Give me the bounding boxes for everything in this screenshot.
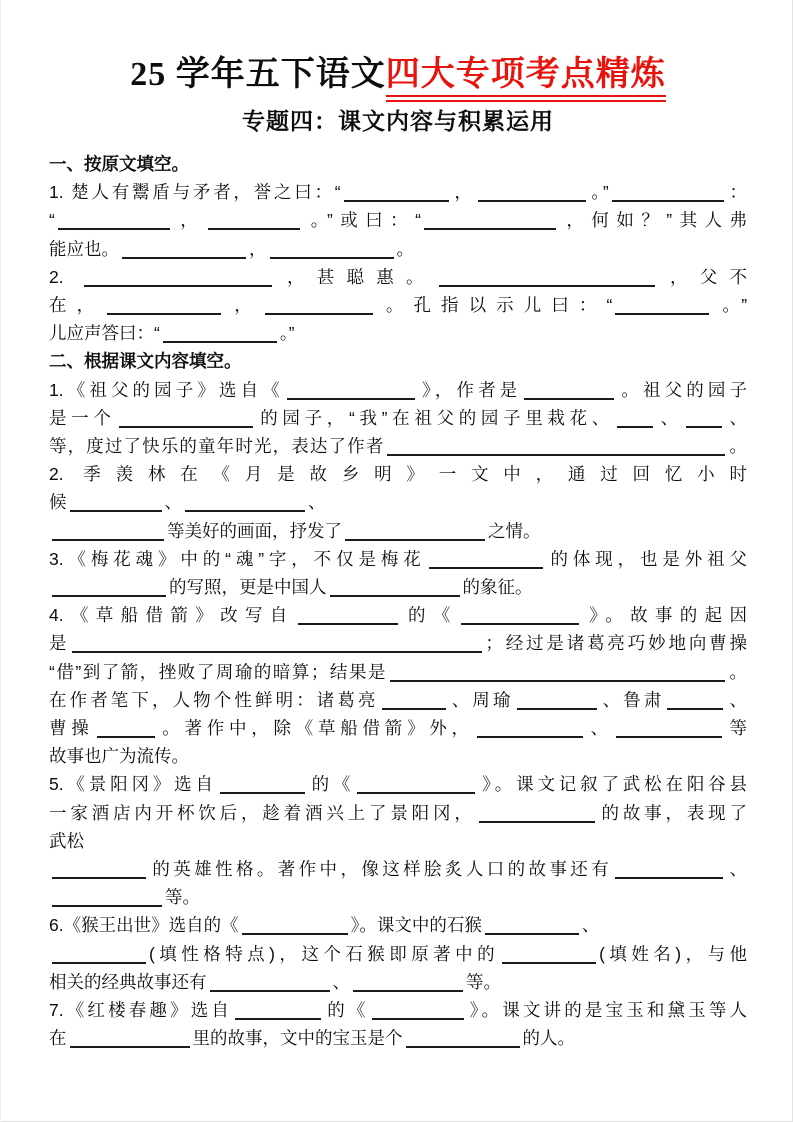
fill-blank bbox=[390, 665, 725, 682]
fill-blank bbox=[52, 524, 164, 541]
section-heading: 二、根据课文内容填空。 bbox=[49, 351, 242, 372]
line-text: 曹操 bbox=[49, 718, 94, 739]
line-text: 。”或曰：“ bbox=[303, 210, 421, 231]
line-text: 》。课文记叙了武松在阳谷县 bbox=[478, 774, 748, 795]
worksheet-line bbox=[49, 545, 747, 573]
line-text: “借”到了箭，挫败了周瑜的暗算；结果是 bbox=[49, 661, 387, 682]
worksheet-line bbox=[49, 686, 747, 714]
fill-blank bbox=[185, 496, 305, 513]
fill-blank bbox=[429, 552, 543, 569]
fill-blank bbox=[330, 580, 460, 597]
line-text: 。孔指以示儿曰：“ bbox=[375, 295, 613, 316]
fill-blank bbox=[122, 242, 246, 259]
fill-blank bbox=[52, 947, 146, 964]
fill-blank bbox=[344, 185, 449, 202]
fill-blank bbox=[387, 439, 725, 456]
fill-blank bbox=[615, 862, 723, 879]
line-text: 》。故事的起因 bbox=[581, 605, 747, 626]
line-text: 。” bbox=[712, 295, 748, 316]
line-text: 。著作中，除《草船借箭》外， bbox=[157, 718, 474, 739]
line-text: 、鲁肃 bbox=[599, 689, 665, 710]
worksheet-line bbox=[49, 968, 747, 996]
line-text: ， bbox=[249, 238, 267, 259]
fill-blank bbox=[524, 383, 614, 400]
line-text: 。 bbox=[728, 436, 748, 457]
line-text: 》。课文中的石猴 bbox=[350, 915, 482, 936]
fill-blank bbox=[265, 298, 373, 315]
line-text: ： bbox=[726, 182, 748, 203]
line-text: 》，作者是 bbox=[417, 379, 522, 400]
fill-blank bbox=[97, 721, 155, 738]
line-text: ；经过是诸葛亮巧妙地向曹操 bbox=[485, 633, 748, 654]
worksheet-line bbox=[49, 573, 747, 601]
fill-blank bbox=[612, 185, 724, 202]
fill-blank bbox=[615, 298, 709, 315]
fill-blank bbox=[107, 298, 221, 315]
fill-blank bbox=[479, 806, 595, 823]
fill-blank bbox=[406, 1031, 520, 1048]
line-text: ，甚聪惠。 bbox=[274, 266, 436, 287]
fill-blank bbox=[119, 411, 253, 428]
line-text: 》。课文讲的是宝玉和黛玉等人 bbox=[466, 1000, 747, 1021]
fill-blank bbox=[70, 496, 162, 513]
line-text: 的体现，也是外祖父 bbox=[545, 548, 748, 569]
line-text: 、 bbox=[724, 407, 748, 428]
fill-blank bbox=[617, 411, 653, 428]
line-text: 、 bbox=[332, 971, 350, 992]
line-text: 一家酒店内开杯饮后，趁着酒兴上了景阳冈， bbox=[49, 802, 476, 823]
worksheet-line bbox=[49, 770, 747, 798]
fill-blank bbox=[70, 1031, 190, 1048]
line-text: 。” bbox=[588, 182, 609, 203]
line-text: 里的故事，文中的宝玉是个 bbox=[192, 1028, 403, 1049]
fill-blank bbox=[235, 1003, 321, 1020]
worksheet-line bbox=[49, 263, 747, 291]
fill-blank bbox=[52, 580, 166, 597]
line-text: ，何如？”其人弗 bbox=[558, 210, 748, 231]
line-text: 在， bbox=[49, 295, 105, 316]
worksheet-line bbox=[49, 827, 747, 855]
fill-blank bbox=[52, 890, 162, 907]
line-text: 故事也广为流传。 bbox=[49, 746, 189, 767]
line-text: 3.《梅花魂》中的“魂”字，不仅是梅花 bbox=[49, 548, 426, 569]
worksheet-line bbox=[49, 178, 747, 206]
line-text: 6.《猴王出世》选自的《 bbox=[49, 915, 239, 936]
line-text: 等。 bbox=[165, 887, 200, 908]
worksheet-line bbox=[49, 376, 747, 404]
fill-blank bbox=[208, 214, 300, 231]
fill-blank bbox=[686, 411, 722, 428]
fill-blank bbox=[58, 214, 170, 231]
fill-blank bbox=[502, 947, 596, 964]
fill-blank bbox=[242, 919, 348, 936]
line-text: ， bbox=[172, 210, 206, 231]
worksheet-line bbox=[49, 855, 747, 883]
page-title-red: 四大专项考点精炼 bbox=[386, 56, 666, 102]
worksheet-line bbox=[49, 235, 747, 263]
fill-blank bbox=[357, 778, 475, 795]
worksheet-line bbox=[49, 291, 747, 319]
worksheet-line bbox=[49, 1024, 747, 1052]
line-text: ， bbox=[451, 182, 475, 203]
fill-blank bbox=[163, 326, 277, 343]
line-text: 儿应声答曰：“ bbox=[49, 323, 160, 344]
line-text: (填性格特点)，这个石猴即原著中的 bbox=[149, 943, 500, 964]
worksheet-body bbox=[49, 150, 747, 1053]
worksheet-line bbox=[49, 432, 747, 460]
line-text: 、 bbox=[164, 492, 182, 513]
line-text: 的《 bbox=[324, 1000, 369, 1021]
fill-blank bbox=[220, 778, 305, 795]
line-text: 的《 bbox=[307, 774, 355, 795]
worksheet-line bbox=[49, 911, 747, 939]
fill-blank bbox=[424, 214, 556, 231]
fill-blank bbox=[52, 862, 146, 879]
fill-blank bbox=[439, 270, 655, 287]
line-text: ， bbox=[224, 295, 262, 316]
line-text: 。” bbox=[279, 323, 295, 344]
worksheet-line bbox=[49, 883, 747, 911]
line-text: 是 bbox=[49, 633, 70, 654]
line-text: 、 bbox=[585, 718, 613, 739]
page-title-black: 25 学年五下语文 bbox=[130, 56, 386, 93]
line-text: 等，度过了快乐的童年时光，表达了作者 bbox=[49, 436, 385, 457]
line-text: 候 bbox=[49, 492, 67, 513]
line-text: 是一个 bbox=[49, 407, 116, 428]
fill-blank bbox=[372, 1003, 464, 1020]
line-text: 的英雄性格。著作中，像这样脍炙人口的故事还有 bbox=[149, 859, 613, 880]
line-text: 、 bbox=[655, 407, 683, 428]
worksheet-line bbox=[49, 319, 747, 347]
line-text: 、 bbox=[726, 689, 748, 710]
worksheet-line bbox=[49, 460, 747, 488]
worksheet-line bbox=[49, 629, 747, 657]
line-text: “ bbox=[49, 210, 55, 231]
line-text: 的象征。 bbox=[462, 577, 533, 598]
line-text: 的人。 bbox=[522, 1028, 575, 1049]
fill-blank bbox=[478, 185, 586, 202]
line-text: (填姓名)，与他 bbox=[599, 943, 748, 964]
line-text: 能应也。 bbox=[49, 238, 119, 259]
line-text: 等美好的画面，抒发了 bbox=[167, 520, 342, 541]
fill-blank bbox=[72, 637, 482, 654]
worksheet-line bbox=[49, 940, 747, 968]
worksheet-line bbox=[49, 601, 747, 629]
line-text: 。 bbox=[396, 238, 414, 259]
fill-blank bbox=[353, 975, 463, 992]
line-text: 7.《红楼春趣》选自 bbox=[49, 1000, 233, 1021]
fill-blank bbox=[461, 608, 579, 625]
line-text: 的园子，“我”在祖父的园子里栽花、 bbox=[255, 407, 614, 428]
line-text: 、 bbox=[308, 492, 326, 513]
page-subtitle: 专题四：课文内容与积累运用 bbox=[242, 108, 554, 134]
line-text: 的《 bbox=[400, 605, 458, 626]
fill-blank bbox=[345, 524, 485, 541]
worksheet-line bbox=[49, 799, 747, 827]
fill-blank bbox=[270, 242, 394, 259]
worksheet-line bbox=[49, 517, 747, 545]
line-text: 4.《草船借箭》改写自 bbox=[49, 605, 295, 626]
line-text: 2. 季羡林在《月是故乡明》一文中，通过回忆小时 bbox=[49, 464, 747, 485]
page-title bbox=[49, 46, 747, 95]
line-text: 、 bbox=[581, 915, 600, 936]
line-text: 等。 bbox=[466, 971, 501, 992]
line-text: 等 bbox=[724, 718, 747, 739]
fill-blank bbox=[210, 975, 330, 992]
fill-blank bbox=[517, 693, 597, 710]
fill-blank bbox=[382, 693, 446, 710]
line-text: 相关的经典故事还有 bbox=[49, 971, 207, 992]
line-text: ，父不 bbox=[657, 266, 748, 287]
fill-blank bbox=[667, 693, 723, 710]
worksheet-line bbox=[49, 206, 747, 234]
line-text: 2. bbox=[49, 266, 81, 287]
worksheet-line bbox=[49, 996, 747, 1024]
line-text: 。祖父的园子 bbox=[617, 379, 748, 400]
worksheet-line bbox=[49, 742, 747, 770]
line-text: 在作者笔下，人物个性鲜明：诸葛亮 bbox=[49, 689, 379, 710]
line-text: 武松 bbox=[49, 830, 84, 851]
worksheet-line bbox=[49, 714, 747, 742]
fill-blank bbox=[287, 383, 415, 400]
line-text: 1.《祖父的园子》选自《 bbox=[49, 379, 284, 400]
line-text: 。 bbox=[727, 661, 748, 682]
worksheet-line bbox=[49, 488, 747, 516]
fill-blank bbox=[616, 721, 722, 738]
line-text: 的故事，表现了 bbox=[597, 802, 748, 823]
line-text: 在 bbox=[49, 1028, 67, 1049]
fill-blank bbox=[84, 270, 272, 287]
line-text: 1. 楚人有鬻盾与矛者，誉之曰：“ bbox=[49, 182, 341, 203]
worksheet-line bbox=[49, 404, 747, 432]
fill-blank bbox=[298, 608, 398, 625]
section-heading: 一、按原文填空。 bbox=[49, 154, 189, 174]
line-text: 、 bbox=[726, 859, 748, 880]
worksheet-line bbox=[49, 658, 747, 686]
line-text: 5.《景阳冈》选自 bbox=[49, 774, 217, 795]
fill-blank bbox=[485, 919, 579, 936]
line-text: 之情。 bbox=[488, 520, 541, 541]
line-text: 的写照，更是中国人 bbox=[169, 577, 327, 598]
fill-blank bbox=[477, 721, 583, 738]
line-text: 、周瑜 bbox=[448, 689, 514, 710]
